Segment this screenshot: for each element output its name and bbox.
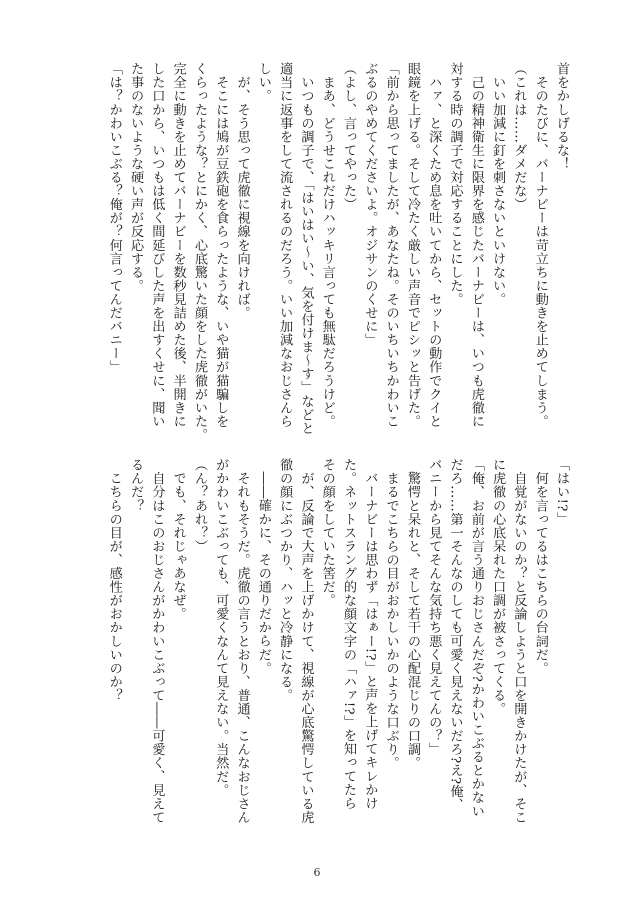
text-line: 自分はこのおじさんがかわいこぶって――可愛く、見えて bbox=[149, 458, 165, 824]
text-line: そこには鳩が豆鉄砲を食らったような、いや猫が猫騙しを bbox=[213, 62, 229, 428]
text-line: ハァ、と深くため息を吐いてから、セットの動作でクイと bbox=[426, 62, 442, 428]
text-line: 適当に返事をして流されるのだろう。いい加減なおじさんら bbox=[277, 62, 293, 428]
text-line: バーナビーは思わず「はぁー!?」と声を上げてキレかけ bbox=[362, 458, 378, 810]
text-line: その顔をしていた筈だ。 bbox=[319, 458, 335, 608]
text-line: がかわいこぶっても、可愛くなんて見えない。当然だ。 bbox=[213, 458, 229, 797]
text-line: が、反論で大声を上げかけて、視線が心底驚愕している虎 bbox=[298, 458, 314, 824]
text-line: （これは……ダメだな） bbox=[511, 62, 527, 212]
text-line: 「俺、お前が言う通りおじさんだぞ?かわいこぶるとかない bbox=[468, 458, 484, 818]
text-line: に虎徹の心底呆れた口調が被さってくる。 bbox=[490, 458, 506, 716]
text-line: だろ……第一そんなのしても可愛く見えないだろ?え?俺、 bbox=[447, 458, 463, 812]
text-line: まるでこちらの目がおかしいかのような口ぶり。 bbox=[383, 458, 399, 770]
text-line: 「はい!?」 bbox=[554, 458, 569, 526]
text-line: した口から、いつもは低く間延びした声を出すくせに、聞い bbox=[149, 62, 165, 428]
text-line: いつもの調子で、「はいはい〜い、気を付けま〜す」などと bbox=[298, 62, 314, 435]
text-line: 完全に動きを止めてバーナビーを数秒見詰めた後、半開きに bbox=[170, 62, 186, 428]
text-line: 対する時の調子で対応することにした。 bbox=[447, 62, 463, 306]
text-line: た。ネットスラング的な顔文字の「ハァ!?」を知ってたら bbox=[341, 458, 357, 810]
page-number: 6 bbox=[313, 866, 321, 879]
text-line: 徹の顔にぶつかり、ハッと冷静になる。 bbox=[277, 458, 293, 702]
text-line: ぶるのやめてくださいよ。オジサンのくせに」 bbox=[362, 62, 378, 347]
text-line: しい。 bbox=[255, 62, 271, 103]
text-line: こちらの目が、感性がおかしいのか？ bbox=[106, 458, 122, 702]
text-line: くらったような？とにかく、心底驚いた顔をした虎徹がいた。 bbox=[191, 62, 207, 442]
text-line: るんだ？ bbox=[128, 458, 144, 513]
text-line: た事のないような硬い声が反応する。 bbox=[128, 62, 144, 293]
text-line: が、そう思って虎徹に視線を向ければ。 bbox=[234, 62, 250, 320]
text-line: そのたびに、バーナビーは苛立ちに動きを止めてしまう。 bbox=[532, 62, 548, 428]
text-line: （ん？あれ？） bbox=[191, 458, 207, 553]
text-line: 首をかしげるな！ bbox=[554, 62, 569, 171]
text-line: それもそうだ。虎徹の言うとおり、普通、こんなおじさん bbox=[234, 458, 250, 824]
text-line: 「は？かわいこぶる？俺が？何言ってんだバニー」 bbox=[106, 62, 122, 374]
text-line: 「前から思ってましたが、あなたね。そのいちいちかわいこ bbox=[383, 62, 399, 428]
lower-text-block bbox=[96, 458, 572, 858]
text-line: いい加減に釘を刺さないといけない。 bbox=[490, 62, 506, 306]
text-line: ――確かに、その通りだからだ。 bbox=[255, 458, 271, 675]
text-line: バニーから見てそんな気持ち悪く見えてんの？」 bbox=[426, 458, 442, 757]
text-line: （よし、言ってやった） bbox=[341, 62, 357, 212]
text-line: 眼鏡を上げる。そして冷たく厳しい声音でピシッと告げた。 bbox=[404, 62, 420, 428]
text-line: 驚愕と呆れと、そして若干の心配混じりの口調。 bbox=[404, 458, 420, 770]
text-line: でも、それじゃあなぜ。 bbox=[170, 458, 186, 621]
text-line: 自覚がないのか？と反論しようと口を開きかけたが、そこ bbox=[511, 458, 527, 824]
upper-text-block bbox=[96, 62, 572, 442]
text-line: 己の精神衛生に限界を感じたバーナビーは、いつも虎徹に bbox=[468, 62, 484, 428]
text-line: まあ、どうせこれだけハッキリ言っても無駄だろうけど。 bbox=[319, 62, 335, 428]
text-line: 何を言ってるはこちらの台詞だ。 bbox=[532, 458, 548, 675]
